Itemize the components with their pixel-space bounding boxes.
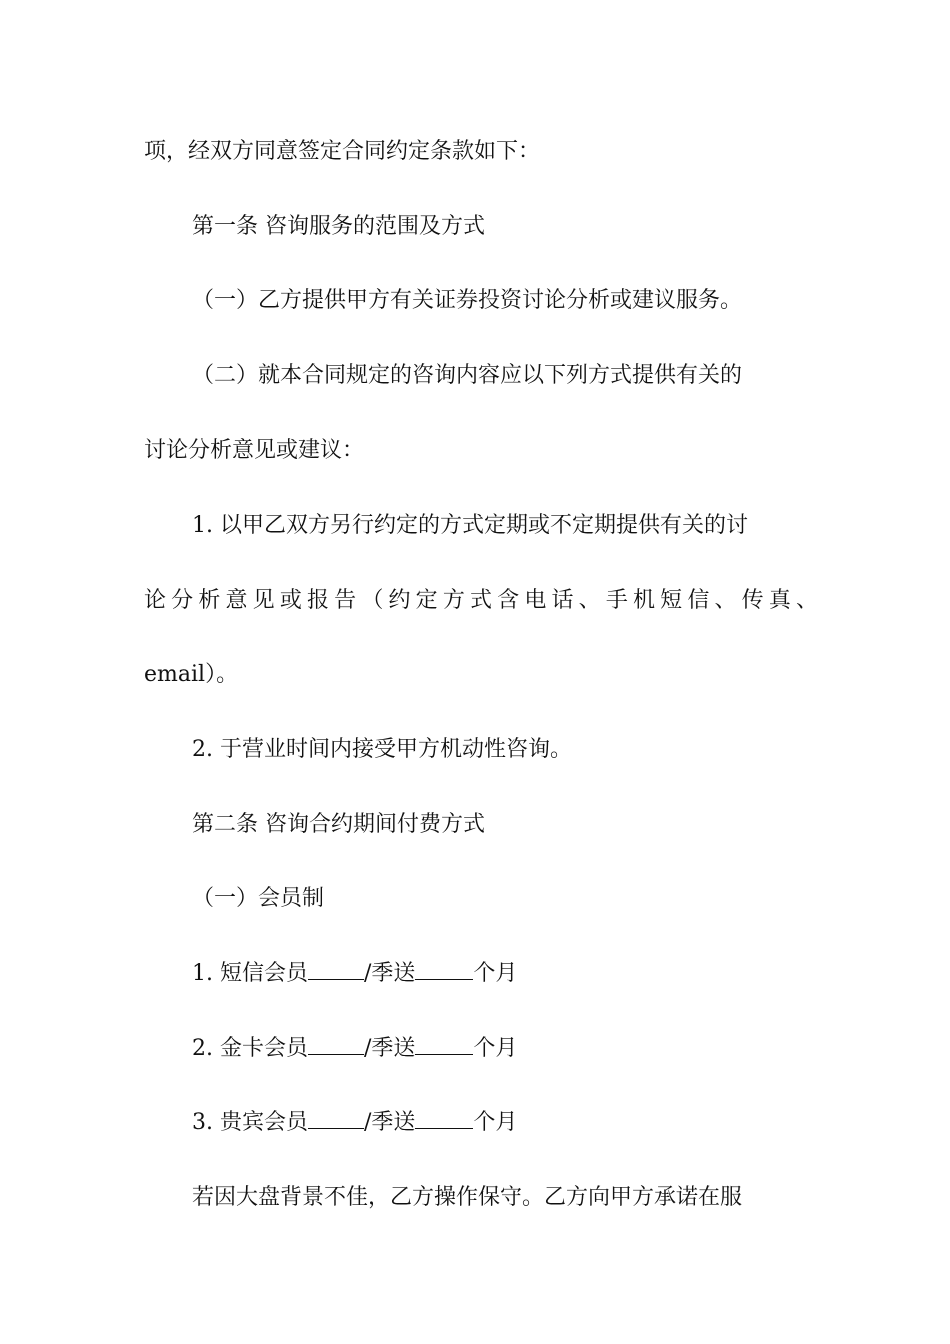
fill-in-blank[interactable] [308, 1108, 364, 1129]
paragraph-line: 1. 以甲乙双方另行约定的方式定期或不定期提供有关的讨 [192, 513, 748, 538]
paragraph-line: （一）乙方提供甲方有关证券投资讨论分析或建议服务。 [192, 288, 743, 313]
membership-item [192, 1034, 517, 1064]
membership-mid: /季送 [363, 1036, 416, 1061]
article-heading: 第二条 咨询合约期间付费方式 [192, 812, 485, 837]
membership-mid: /季送 [363, 1110, 416, 1135]
membership-item [192, 1108, 517, 1138]
paragraph-line: 2. 于营业时间内接受甲方机动性咨询。 [192, 737, 572, 762]
paragraph-line: （二）就本合同规定的咨询内容应以下列方式提供有关的 [192, 363, 743, 388]
paragraph-line: 讨论分析意见或建议： [144, 438, 365, 463]
paragraph-line: 若因大盘背景不佳，乙方操作保守。乙方向甲方承诺在服 [192, 1185, 743, 1210]
article-heading: 第一条 咨询服务的范围及方式 [192, 214, 485, 239]
fill-in-blank[interactable] [415, 1034, 473, 1055]
membership-mid: /季送 [363, 961, 416, 986]
paragraph-line: 项，经双方同意签定合同约定条款如下： [144, 139, 541, 164]
fill-in-blank[interactable] [415, 1108, 473, 1129]
section-heading: （一）会员制 [192, 886, 325, 911]
membership-end: 个月 [473, 961, 518, 986]
membership-item [192, 959, 517, 989]
membership-label: 3. 贵宾会员 [192, 1110, 308, 1135]
fill-in-blank[interactable] [308, 1034, 364, 1055]
membership-label: 1. 短信会员 [192, 961, 308, 986]
paragraph-line: 论分析意见或报告（约定方式含电话、手机短信、传真、 [144, 588, 820, 613]
paragraph-line: email）。 [144, 662, 239, 687]
membership-end: 个月 [473, 1110, 518, 1135]
membership-end: 个月 [473, 1036, 518, 1061]
fill-in-blank[interactable] [308, 959, 364, 980]
membership-label: 2. 金卡会员 [192, 1036, 308, 1061]
fill-in-blank[interactable] [415, 959, 473, 980]
